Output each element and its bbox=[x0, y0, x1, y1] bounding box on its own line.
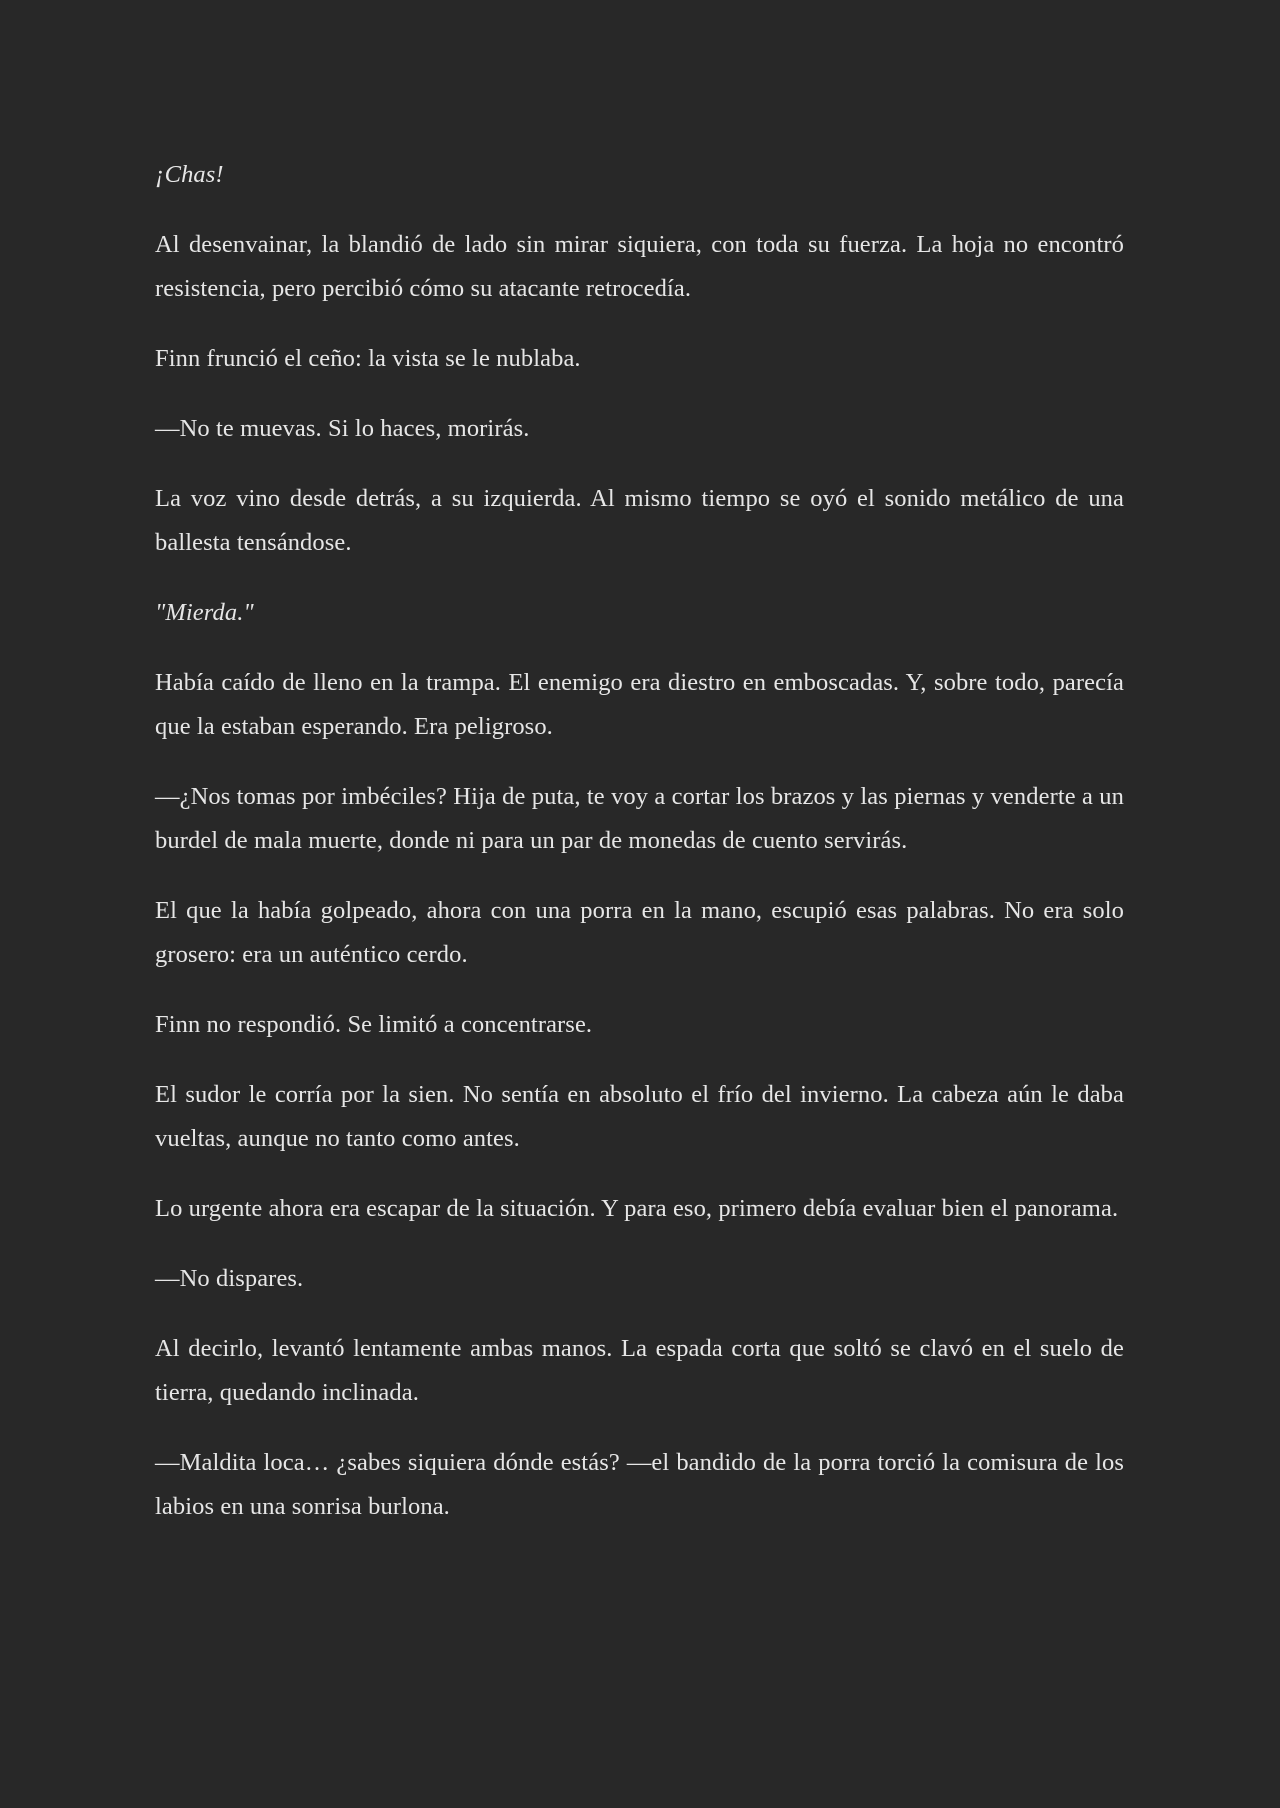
story-text bbox=[155, 153, 1124, 1529]
paragraph: El sudor le corría por la sien. No sentía en absoluto el frío del invierno. La cabeza aún le daba vueltas, aunque no tanto como antes. bbox=[155, 1081, 1124, 1152]
paragraph-dialogue: —No te muevas. Si lo haces, morirás. bbox=[155, 415, 530, 442]
paragraph: Había caído de lleno en la trampa. El enemigo era diestro en emboscadas. Y, sobre todo, parecía que la estaban esperando. Era peligroso. bbox=[155, 669, 1124, 740]
paragraph-thought: "Mierda." bbox=[155, 599, 254, 626]
paragraph: Al desenvainar, la blandió de lado sin mirar siquiera, con toda su fuerza. La hoja no encontró resistencia, pero percibió cómo su atacante retrocedía. bbox=[155, 231, 1124, 302]
paragraph: El que la había golpeado, ahora con una porra en la mano, escupió esas palabras. No era solo grosero: era un auténtico cerdo. bbox=[155, 897, 1124, 968]
paragraph: La voz vino desde detrás, a su izquierda. Al mismo tiempo se oyó el sonido metálico de una ballesta tensándose. bbox=[155, 485, 1124, 556]
paragraph: Al decirlo, levantó lentamente ambas manos. La espada corta que soltó se clavó en el suelo de tierra, quedando inclinada. bbox=[155, 1335, 1124, 1406]
paragraph-dialogue: —No dispares. bbox=[155, 1265, 304, 1292]
paragraph: Finn frunció el ceño: la vista se le nublaba. bbox=[155, 345, 581, 372]
paragraph: Finn no respondió. Se limitó a concentrarse. bbox=[155, 1011, 593, 1038]
paragraph-dialogue: —Maldita loca… ¿sabes siquiera dónde estás? —el bandido de la porra torció la comisura de los labios en una sonrisa burlona. bbox=[155, 1449, 1124, 1520]
paragraph-dialogue: —¿Nos tomas por imbéciles? Hija de puta, te voy a cortar los brazos y las piernas y venderte a un burdel de mala muerte, donde ni para un par de monedas de cuento servirás. bbox=[155, 783, 1124, 854]
paragraph: Lo urgente ahora era escapar de la situación. Y para eso, primero debía evaluar bien el panorama. bbox=[155, 1195, 1119, 1222]
paragraph-sound-effect: ¡Chas! bbox=[155, 161, 224, 188]
